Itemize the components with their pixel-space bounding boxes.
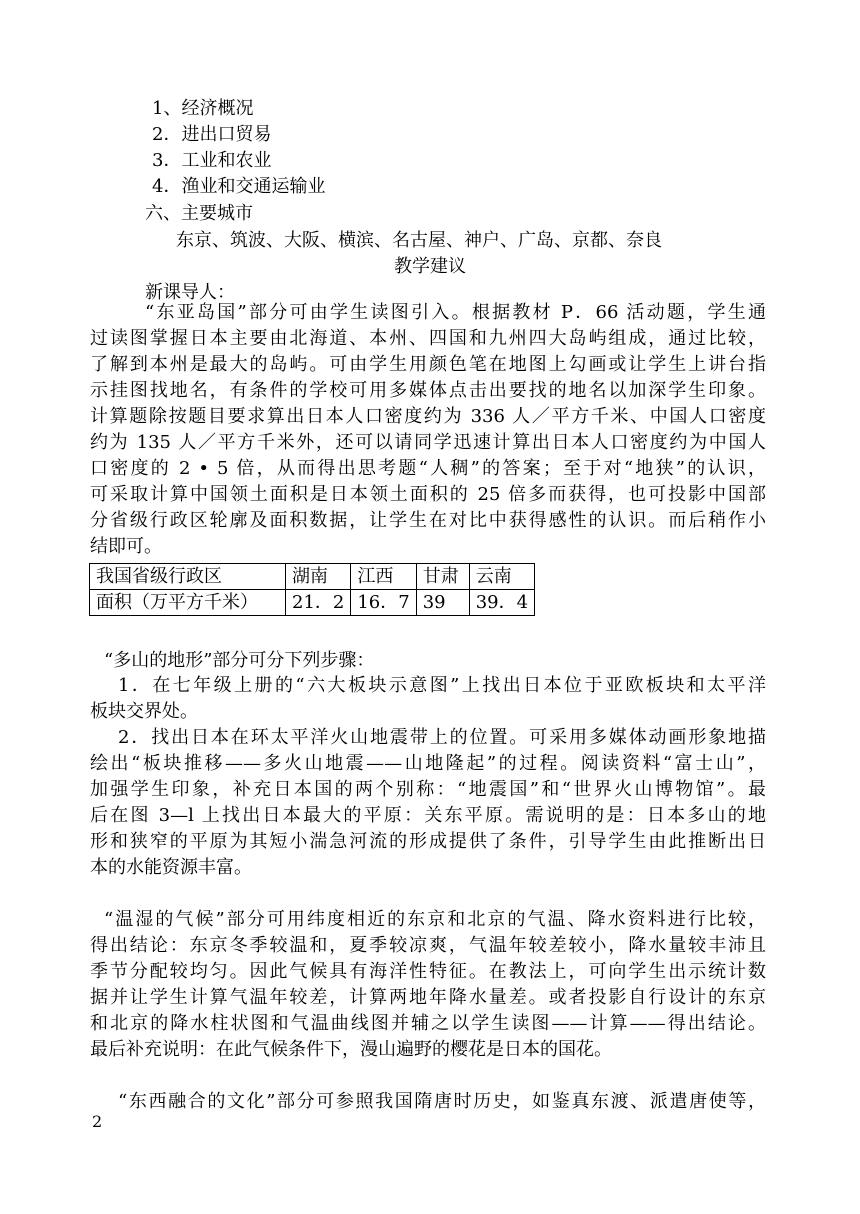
paragraph-line: 口密度的 2 • 5 倍，从而得出思考题“人稠”的答案；至于对“地狭”的认识， <box>90 458 766 479</box>
paragraph-line: “东亚岛国”部分可由学生读图引入。根据教材 P．66 活动题，学生通 <box>145 302 766 323</box>
paragraph-line: 后在图 3—l 上找出日本最大的平原：关东平原。需说明的是：日本多山的地 <box>90 805 766 826</box>
city-list: 东京、筑波、大阪、横滨、名古屋、神户、广岛、京都、奈良 <box>176 230 662 251</box>
table-cell: 21．2 <box>286 590 351 616</box>
section-heading: 六、主要城市 <box>145 203 253 224</box>
paragraph-line: 示挂图找地名，有条件的学校可用多媒体点击出要找的地名以加深学生印象。 <box>90 380 766 401</box>
paragraph-line: 可采取计算中国领土面积是日本领土面积的 25 倍多而获得，也可投影中国部 <box>90 484 766 505</box>
paragraph-line: 本的水能资源丰富。 <box>90 857 252 878</box>
list-item: 4．渔业和交通运输业 <box>152 176 326 197</box>
paragraph-line: 过读图掌握日本主要由北海道、本州、四国和九州四大岛屿组成，通过比较， <box>90 328 766 349</box>
paragraph-line: 结即可。 <box>90 536 162 557</box>
paragraph-line: 最后补充说明：在此气候条件下，漫山遍野的樱花是日本的国花。 <box>90 1039 612 1060</box>
table-cell: 面积（万平方千米） <box>90 590 286 616</box>
table-cell: 39 <box>416 590 469 616</box>
page-title: 教学建议 <box>394 256 466 277</box>
paragraph-line: 加强学生印象，补充日本国的两个别称：“地震国”和“世界火山博物馆”。最 <box>90 779 766 800</box>
paragraph-line: “多山的地形”部分可分下列步骤： <box>104 650 375 671</box>
table-cell: 16．7 <box>351 590 416 616</box>
paragraph-line: 季节分配较均匀。因此气候具有海洋性特征。在教法上，可向学生出示统计数 <box>90 961 766 982</box>
table-cell: 云南 <box>469 564 534 590</box>
list-item: 1、经济概况 <box>152 98 254 119</box>
paragraph-line: 约为 135 人／平方千米外，还可以请同学迅速计算出日本人口密度约为中国人 <box>90 432 766 453</box>
paragraph-line: 了解到本州是最大的岛屿。可由学生用颜色笔在地图上勾画或让学生上讲台指 <box>90 354 766 375</box>
paragraph-line: 计算题除按题目要求算出日本人口密度约为 336 人／平方千米、中国人口密度 <box>90 406 766 427</box>
list-item: 3．工业和农业 <box>152 150 272 171</box>
paragraph-line: 得出结论：东京冬季较温和，夏季较凉爽，气温年较差较小，降水量较丰沛且 <box>90 935 766 956</box>
paragraph-line: 形和狭窄的平原为其短小湍急河流的形成提供了条件，引导学生由此推断出日 <box>90 831 766 852</box>
paragraph-line: 和北京的降水柱状图和气温曲线图并辅之以学生读图——计算——得出结论。 <box>90 1013 766 1034</box>
table-cell: 39．4 <box>469 590 534 616</box>
paragraph-line: “温湿的气候”部分可用纬度相近的东京和北京的气温、降水资料进行比较， <box>104 909 766 930</box>
page-number: 2 <box>92 1112 103 1131</box>
list-item: 2．进出口贸易 <box>152 124 272 145</box>
intro-label: 新课导人： <box>145 282 235 303</box>
paragraph-line: 2．找出日本在环太平洋火山地震带上的位置。可采用多媒体动画形象地描 <box>118 727 766 748</box>
paragraph-line: 绘出“板块推移——多火山地震——山地隆起”的过程。阅读资料“富士山”， <box>90 753 766 774</box>
paragraph-line: 1．在七年级上册的“六大板块示意图”上找出日本位于亚欧板块和太平洋 <box>118 675 766 696</box>
table-cell: 我国省级行政区 <box>90 564 286 590</box>
area-table <box>89 563 535 616</box>
paragraph-line: “东西融合的文化”部分可参照我国隋唐时历史，如鉴真东渡、派遣唐使等， <box>118 1091 766 1112</box>
table-cell: 甘肃 <box>416 564 469 590</box>
paragraph-line: 据并让学生计算气温年较差，计算两地年降水量差。或者投影自行设计的东京 <box>90 987 766 1008</box>
paragraph-line: 分省级行政区轮廓及面积数据，让学生在对比中获得感性的认识。而后稍作小 <box>90 510 766 531</box>
paragraph-line: 板块交界处。 <box>90 701 198 722</box>
table-row <box>90 564 535 590</box>
table-cell: 江西 <box>351 564 416 590</box>
table-row <box>90 590 535 616</box>
table-cell: 湖南 <box>286 564 351 590</box>
